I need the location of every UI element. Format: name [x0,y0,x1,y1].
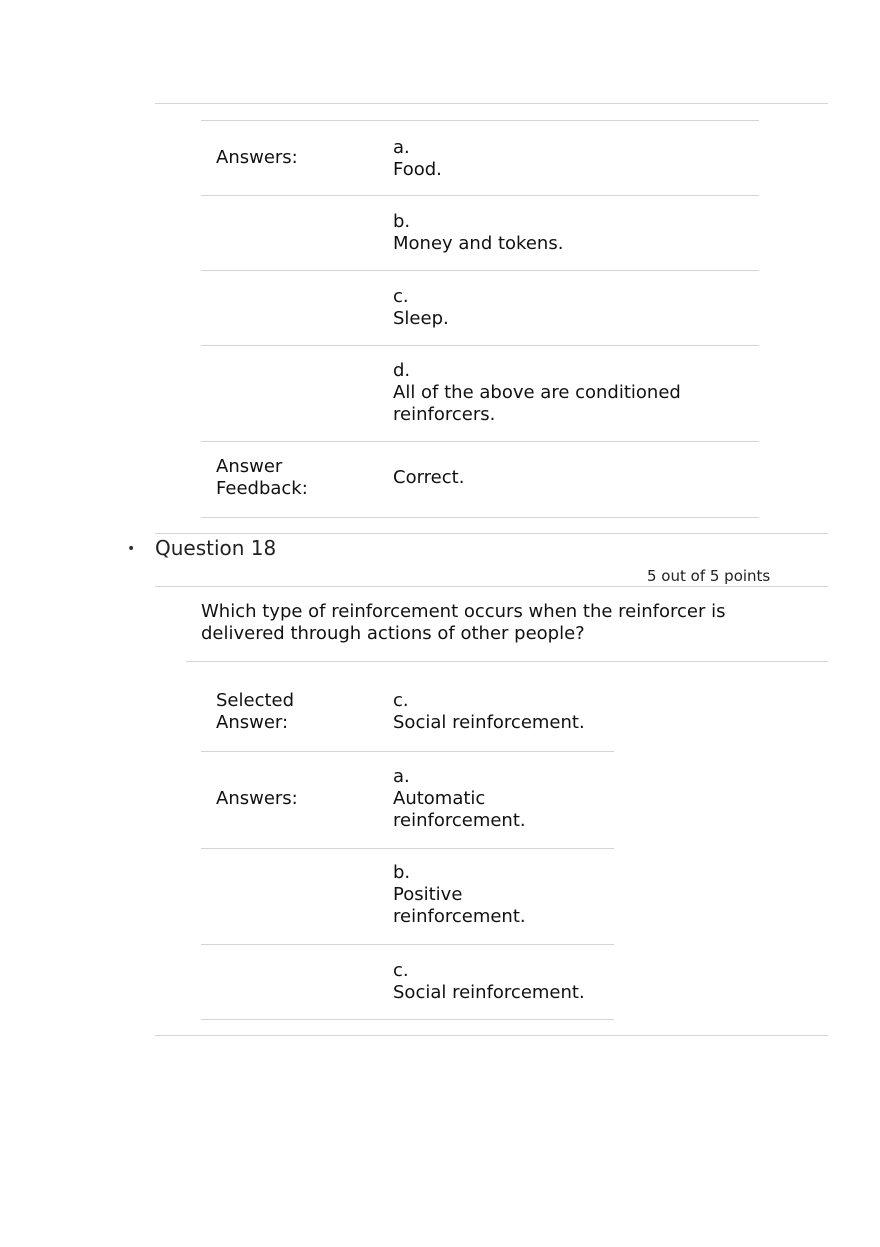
answer-letter: c. [393,286,409,307]
answer-row-b [201,196,759,271]
answer-text-line2: reinforcement. [393,906,526,927]
answer-text: Money and tokens. [393,233,564,254]
answer-text: Social reinforcement. [393,982,585,1003]
answer-option-c [393,286,449,330]
answer-option-a [393,766,526,832]
feedback-label-line1: Answer [216,456,283,477]
answer-letter: a. [393,137,410,158]
bullet-icon: • [127,541,136,557]
answer-row-a [201,752,614,849]
answer-text-line2: reinforcers. [393,404,496,425]
question-separator [155,533,828,534]
answer-letter: b. [393,862,411,883]
answer-letter: c. [393,690,409,711]
answer-text: Social reinforcement. [393,712,585,733]
selected-label-line1: Selected [216,690,295,711]
answer-option-b [393,862,526,928]
answer-option-c [393,960,585,1004]
feedback-label-line2: Feedback: [216,478,308,499]
answers-label: Answers: [216,788,298,809]
answer-row-a [201,121,759,196]
answer-row-d [201,346,759,442]
answer-option-d [393,360,681,426]
question-text [201,601,791,645]
answer-text-line1: All of the above are conditioned [393,382,681,403]
question-title: Question 18 [155,536,277,560]
question-text-line2: delivered through actions of other people? [201,623,585,644]
answer-text: Food. [393,159,442,180]
selected-answer-row [201,676,614,752]
answer-text-line1: Automatic [393,788,486,809]
answers-label: Answers: [216,147,298,168]
selected-answer-value [393,690,585,734]
answer-row-b [201,849,614,945]
top-divider [155,103,828,104]
selected-answer-label [216,690,294,734]
answer-option-a [393,137,442,181]
selected-label-line2: Answer: [216,712,289,733]
answer-row-c [201,271,759,346]
answer-feedback-value: Correct. [393,467,465,488]
answer-feedback-row [201,442,759,518]
answer-letter: b. [393,211,411,232]
answer-text-line2: reinforcement. [393,810,526,831]
answer-letter: c. [393,960,409,981]
points-divider [155,586,828,587]
answer-option-b [393,211,563,255]
answer-text-line1: Positive [393,884,463,905]
question-points: 5 out of 5 points [647,567,771,585]
answer-row-c [201,945,614,1020]
question-text-divider [186,661,828,662]
answer-letter: d. [393,360,411,381]
answer-feedback-label [216,456,308,500]
answer-letter: a. [393,766,410,787]
bottom-divider [155,1035,828,1036]
question-text-line1: Which type of reinforcement occurs when the reinforcer is [201,601,726,622]
answer-text: Sleep. [393,308,449,329]
